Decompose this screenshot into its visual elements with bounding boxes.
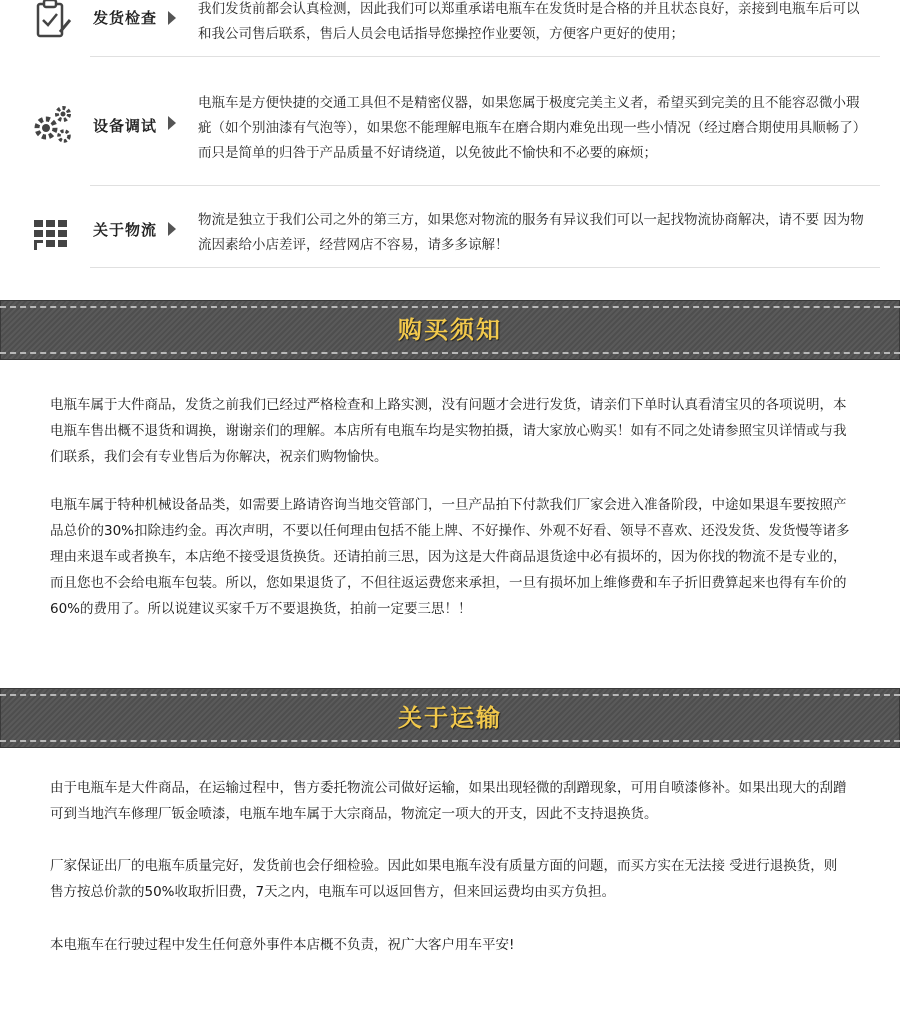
- arrow-right-icon: [168, 222, 176, 236]
- purchase-notice-banner: [0, 300, 900, 360]
- info-text: 我们发货前都会认真检测，因此我们可以郑重承诺电瓶车在发货时是合格的并且状态良好，亲接到电瓶车后可以和我公司售后联系，售后人员会电话指导您操控作业要领，方便客户更好的使用；: [198, 1, 860, 42]
- arrow-right-icon: [168, 116, 176, 130]
- info-row-device-debug: [0, 88, 900, 198]
- info-label: 设备调试: [93, 117, 158, 135]
- checklist-icon: [30, 0, 74, 42]
- divider: [90, 185, 880, 186]
- info-label: 关于物流: [93, 221, 158, 239]
- paragraph: 本电瓶车在行驶过程中发生任何意外事件本店概不负责，祝广大客户用车平安!: [50, 937, 515, 953]
- paragraph: 电瓶车属于特种机械设备品类，如需要上路请咨询当地交管部门，一旦产品拍下付款我们厂家会进入准备阶段，中途如果退车要按照产品总价的30%扣除违约金。再次声明，不要以任何理由包括不能上牌、不好操作、外观不好看、领导不喜欢、还没发货、发货慢等诸多理由来退车或者换车，本店绝不接受退货换货。还请拍前三思，因为这是大件商品退货途中必有损坏的，因为你找的物流不是专业的，而且您也不会给电瓶车包装。所以，您如果退货了，不但往返运费您来承担，一旦有损坏加上维修费和车子折旧费算起来也得有车价的60%的费用了。所以说建议买家千万不要退换货，拍前一定要三思！！: [50, 497, 850, 617]
- info-text: 电瓶车是方便快捷的交通工具但不是精密仪器，如果您属于极度完美主义者，希望买到完美的且不能容忍微小瑕疵（如个别油漆有气泡等），如果您不能理解电瓶车在磨合期内难免出现一些小情况（经过磨合期使用具顺畅了）而只是简单的归咎于产品质量不好请绕道，以免彼此不愉快和不必要的麻烦；: [198, 95, 867, 161]
- info-label: 发货检查: [93, 9, 158, 27]
- divider: [90, 56, 880, 57]
- divider: [90, 267, 880, 268]
- paragraph: 由于电瓶车是大件商品，在运输过程中，售方委托物流公司做好运输，如果出现轻微的刮蹭现象，可用自喷漆修补。如果出现大的刮蹭可到当地汽车修理厂钣金喷漆，电瓶车地车属于大宗商品，物流定一项大的开支，因此不支持退换货。: [50, 780, 847, 822]
- gears-icon: [30, 102, 74, 146]
- arrow-right-icon: [168, 11, 176, 25]
- shipping-banner: [0, 688, 900, 748]
- info-row-logistics: [0, 200, 900, 270]
- paragraph: 厂家保证出厂的电瓶车质量完好，发货前也会仔细检验。因此如果电瓶车没有质量方面的问题，而买方实在无法接 受进行退换货，则售方按总价款的50%收取折旧费，7天之内，电瓶车可以返回售方，但来回运费均由买方负担。: [50, 858, 838, 900]
- info-row-shipping-check: [0, 0, 900, 60]
- grid-icon: [30, 214, 74, 258]
- info-text: 物流是独立于我们公司之外的第三方，如果您对物流的服务有异议我们可以一起找物流协商解决，请不要 因为物流因素给小店差评，经营网店不容易，请多多谅解！: [198, 212, 864, 253]
- section-title: 购买须知: [398, 316, 502, 344]
- paragraph: 电瓶车属于大件商品，发货之前我们已经过严格检查和上路实测，没有问题才会进行发货，请亲们下单时认真看清宝贝的各项说明，本电瓶车售出概不退货和调换，谢谢亲们的理解。本店所有电瓶车均是实物拍摄，请大家放心购买！如有不同之处请参照宝贝详情或与我们联系，我们会有专业售后为你解决，祝亲们购物愉快。: [50, 397, 847, 465]
- section-title: 关于运输: [398, 704, 502, 732]
